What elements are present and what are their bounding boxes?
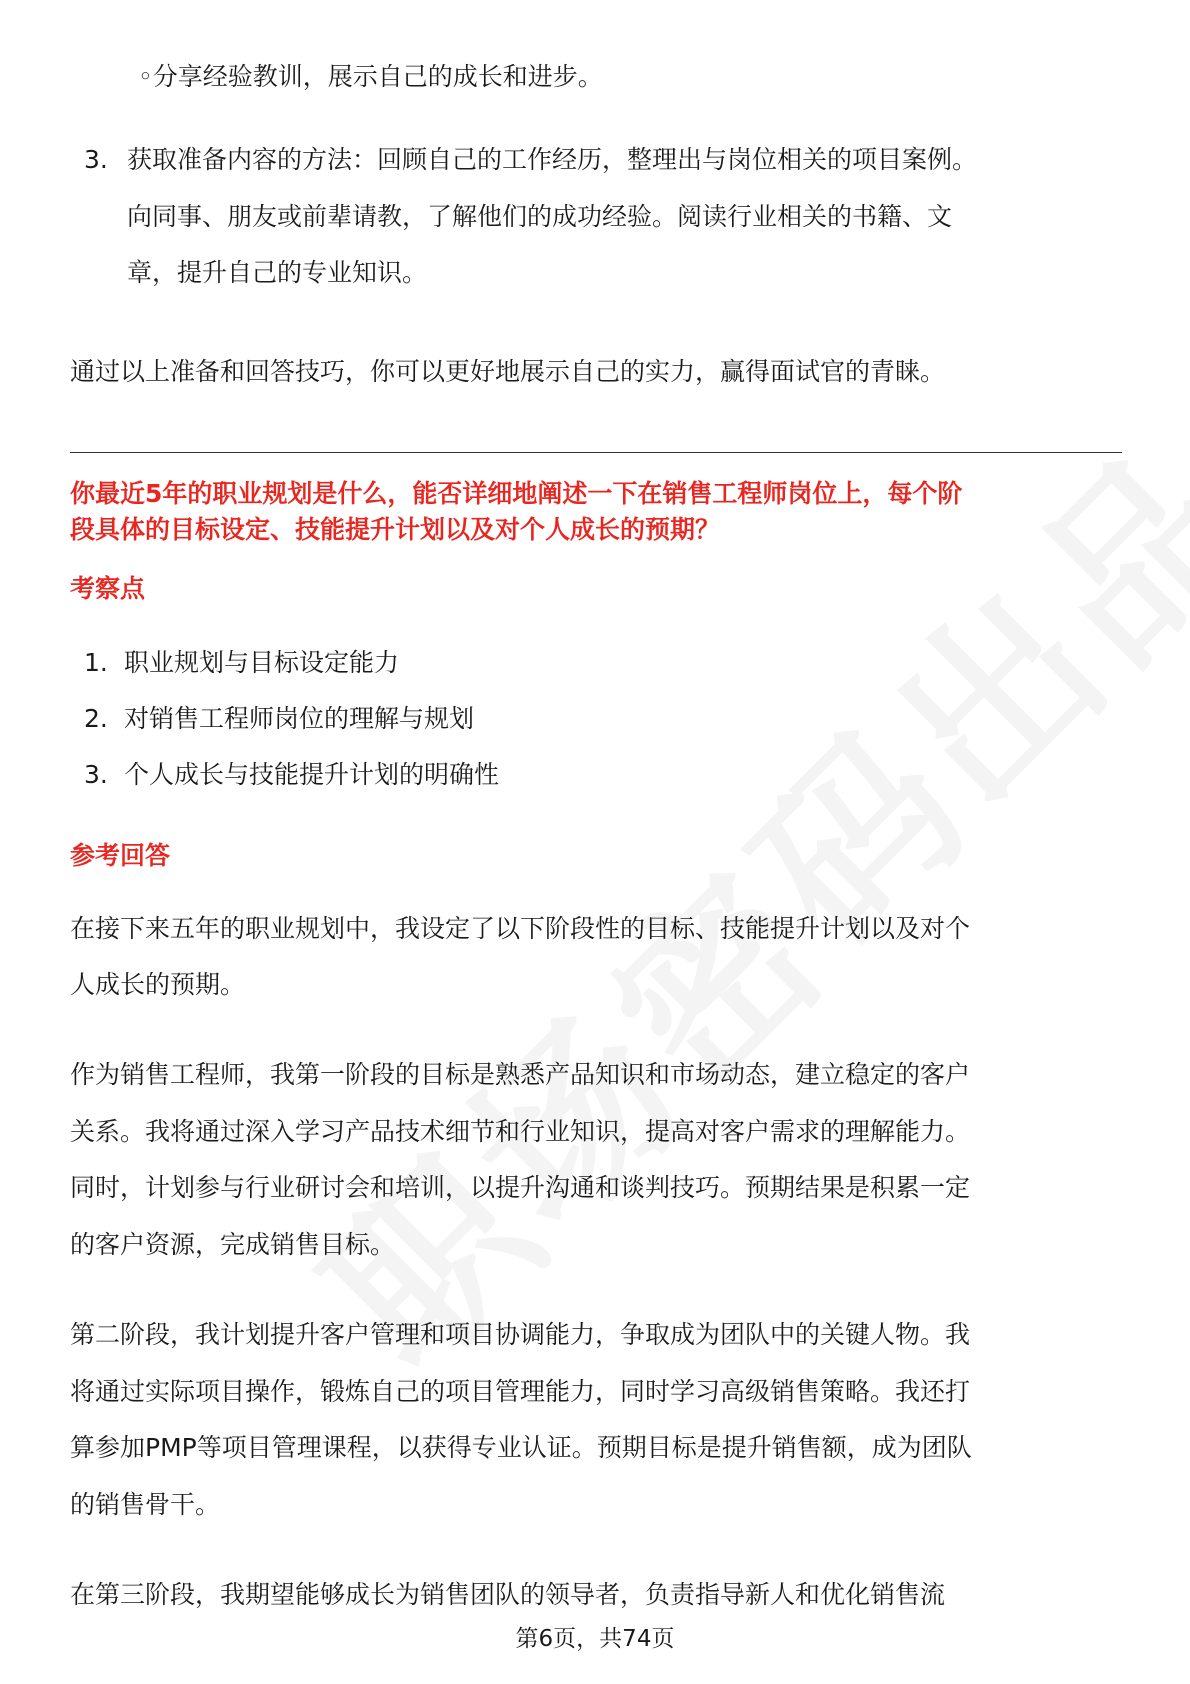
answer-paragraph-line: 第二阶段，我计划提升客户管理和项目协调能力，争取成为团队中的关键人物。我 (70, 1320, 971, 1349)
answer-paragraph-line: 算参加PMP等项目管理课程，以获得专业认证。预期目标是提升销售额，成为团队 (70, 1433, 972, 1462)
answer-paragraph-line: 在接下来五年的职业规划中，我设定了以下阶段性的目标、技能提升计划以及对个 (70, 914, 971, 943)
assessment-item: 个人成长与技能提升计划的明确性 (124, 760, 500, 789)
assessment-item-number: 1. (84, 648, 108, 677)
hollow-bullet-icon: ◦ (138, 62, 153, 91)
page-footer: 第6页，共74页 (515, 1626, 675, 1652)
list-item-line: 向同事、朋友或前辈请教，了解他们的成功经验。阅读行业相关的书籍、文 (127, 202, 953, 231)
answer-paragraph-line: 将通过实际项目操作，锻炼自己的项目管理能力，同时学习高级销售策略。我还打 (70, 1377, 971, 1406)
answer-paragraph-line: 的客户资源，完成销售目标。 (70, 1230, 396, 1259)
answer-paragraph-line: 在第三阶段，我期望能够成长为销售团队的领导者，负责指导新人和优化销售流 (70, 1580, 946, 1609)
assessment-item: 对销售工程师岗位的理解与规划 (124, 704, 475, 733)
question-line: 你最近5年的职业规划是什么，能否详细地阐述一下在销售工程师岗位上，每个阶 (70, 479, 963, 508)
question-line: 段具体的目标设定、技能提升计划以及对个人成长的预期？ (70, 515, 721, 544)
list-item-line: 获取准备内容的方法：回顾自己的工作经历，整理出与岗位相关的项目案例。 (127, 145, 978, 174)
sub-bullet-text: 分享经验教训，展示自己的成长和进步。 (152, 62, 603, 91)
summary-paragraph: 通过以上准备和回答技巧，你可以更好地展示自己的实力，赢得面试官的青睐。 (70, 357, 946, 386)
answer-paragraph-line: 人成长的预期。 (70, 970, 246, 999)
sub-bullet-item (138, 60, 603, 94)
list-item-number: 3. (84, 145, 108, 174)
answer-paragraph-line: 的销售骨干。 (70, 1490, 221, 1519)
answer-paragraph-line: 作为销售工程师，我第一阶段的目标是熟悉产品知识和市场动态，建立稳定的客户 (70, 1060, 971, 1089)
section-divider (70, 452, 1122, 453)
answer-paragraph-line: 同时，计划参与行业研讨会和培训，以提升沟通和谈判技巧。预期结果是积累一定 (70, 1173, 971, 1202)
assessment-item: 职业规划与目标设定能力 (124, 648, 400, 677)
assessment-heading: 考察点 (70, 574, 146, 603)
list-item-line: 章，提升自己的专业知识。 (127, 258, 428, 287)
answer-paragraph-line: 关系。我将通过深入学习产品技术细节和行业知识，提高对客户需求的理解能力。 (70, 1117, 971, 1146)
answer-heading: 参考回答 (70, 841, 171, 870)
assessment-item-number: 2. (84, 704, 108, 733)
assessment-item-number: 3. (84, 760, 108, 789)
